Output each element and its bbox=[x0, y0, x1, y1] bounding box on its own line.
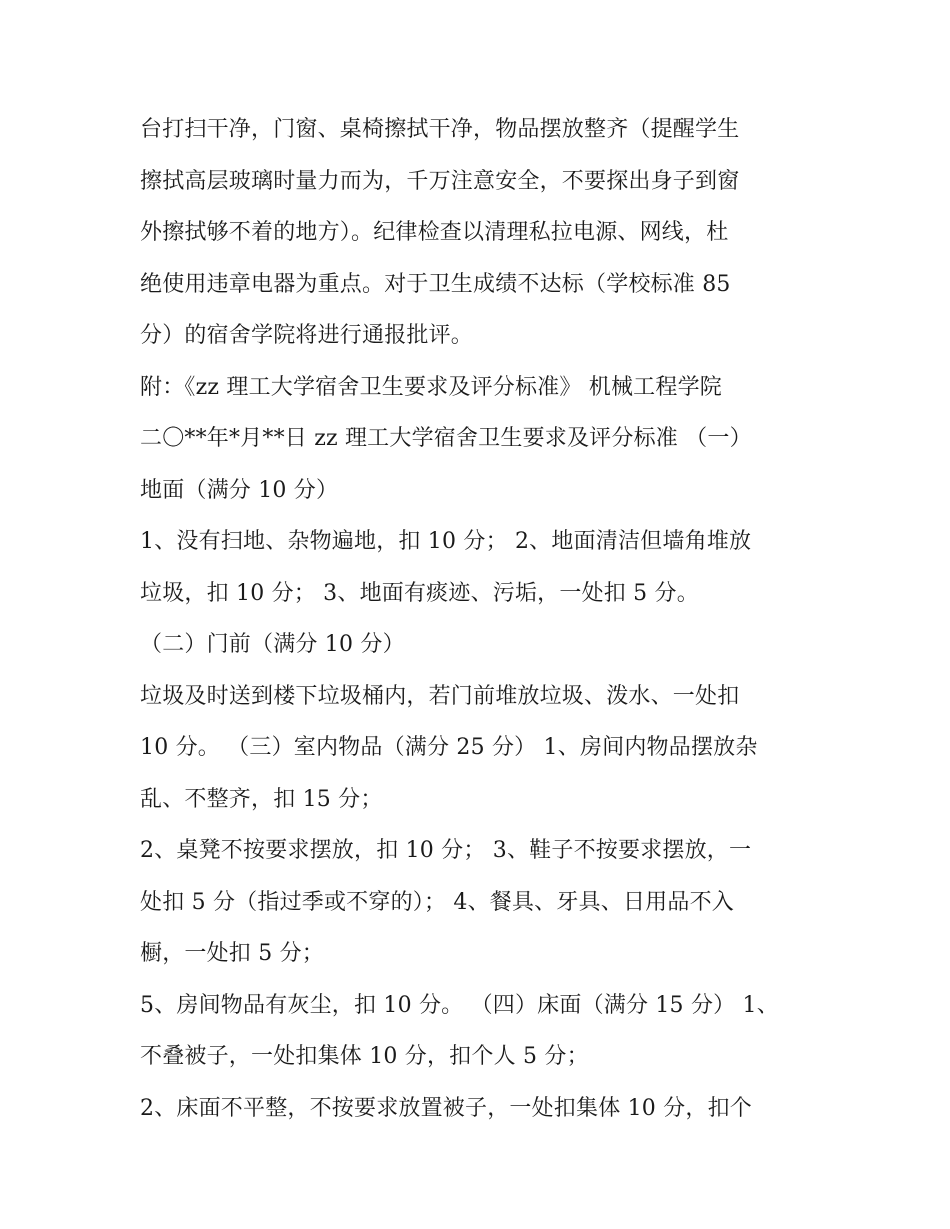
text-line: 处扣 5 分（指过季或不穿的）； 4、餐具、牙具、日用品不入 bbox=[140, 889, 734, 915]
text-line: 垃圾，扣 10 分； 3、地面有痰迹、污垢，一处扣 5 分。 bbox=[140, 580, 699, 606]
text-line: 外擦拭够不着的地方）。纪律检查以清理私拉电源、网线，杜 bbox=[140, 220, 729, 245]
text-line: 2、床面不平整，不按要求放置被子，一处扣集体 10 分，扣个 bbox=[140, 1095, 752, 1121]
text-line: 1、没有扫地、杂物遍地，扣 10 分； 2、地面清洁但墙角堆放 bbox=[140, 529, 752, 554]
text-line: 擦拭高层玻璃时量力而为，千万注意安全，不要探出身子到窗 bbox=[140, 168, 740, 194]
text-line: 绝使用违章电器为重点。对于卫生成绩不达标（学校标准 85 bbox=[140, 271, 731, 297]
text-line: 台打扫干净，门窗、桌椅擦拭干净，物品摆放整齐（提醒学生 bbox=[140, 117, 740, 142]
text-line: 垃圾及时送到楼下垃圾桶内，若门前堆放垃圾、泼水、一处扣 bbox=[140, 683, 740, 709]
text-line: 乱、不整齐，扣 15 分； bbox=[140, 786, 383, 812]
text-line: （二）门前（满分 10 分） bbox=[140, 632, 405, 657]
text-line: 不叠被子，一处扣集体 10 分，扣个人 5 分； bbox=[140, 1044, 589, 1069]
text-line: 橱，一处扣 5 分； bbox=[140, 941, 324, 966]
text-line: 地面（满分 10 分） bbox=[140, 477, 339, 503]
document-body bbox=[140, 104, 820, 1134]
text-line: 附：《zz 理工大学宿舍卫生要求及评分标准》 机械工程学院 bbox=[140, 374, 722, 400]
text-line: 二〇**年*月**日 zz 理工大学宿舍卫生要求及评分标准 （一） bbox=[140, 426, 752, 451]
text-line: 5、房间物品有灰尘，扣 10 分。 （四）床面（满分 15 分） 1、 bbox=[140, 992, 779, 1018]
text-line: 分）的宿舍学院将进行通报批评。 bbox=[140, 323, 474, 348]
text-line: 2、桌凳不按要求摆放，扣 10 分； 3、鞋子不按要求摆放，一 bbox=[140, 838, 752, 863]
text-line: 10 分。 （三）室内物品（满分 25 分） 1、房间内物品摆放杂 bbox=[140, 735, 758, 760]
